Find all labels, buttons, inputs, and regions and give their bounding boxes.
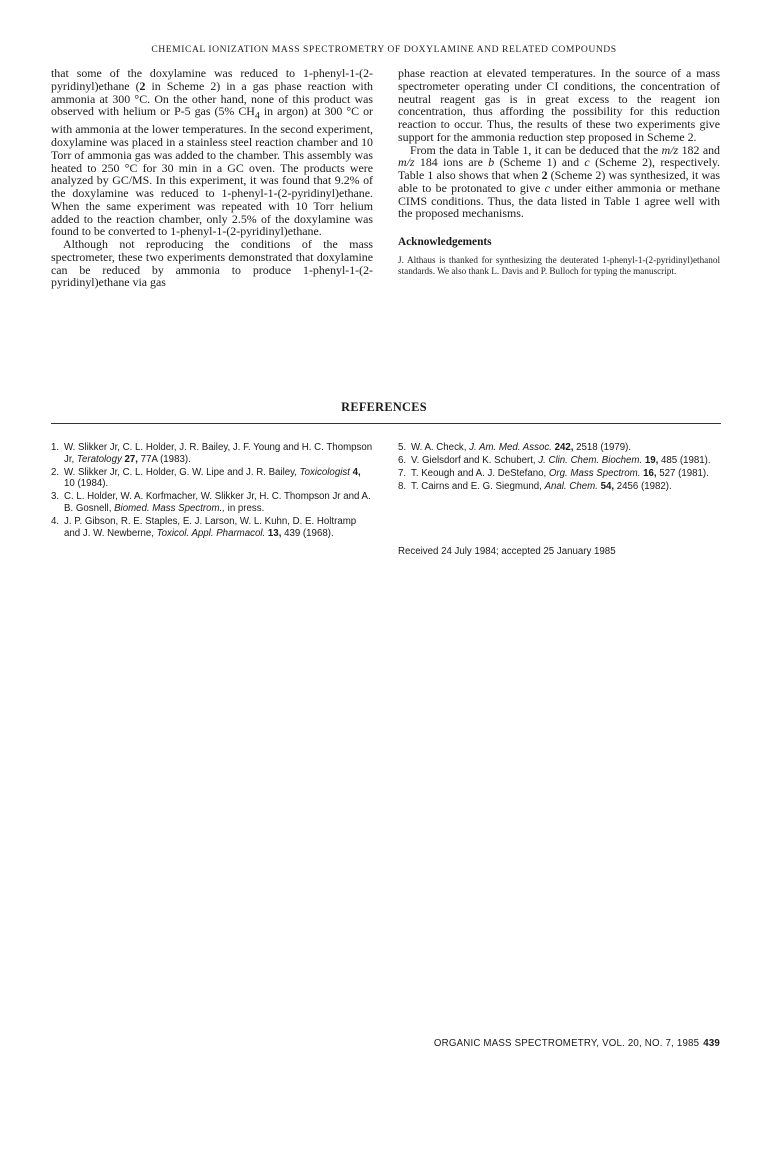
body-paragraph: From the data in Table 1, it can be deduced that the m/z 182 and m/z 184 ions are b (Scheme 1) and c (Scheme 2), respectively. Table 1 also shows that when 2 (Scheme 2) was synthesized, it was able to be protonated to give c under either ammonia or methane CIMS conditions. Thus, the data listed in Table 1 agree well with the proposed mechanisms.	[398, 142, 721, 221]
body-paragraph: Although not reproducing the conditions of the mass spectrometer, these two experiments demonstrated that doxylamine can be reduced by ammonia to produce 1-phenyl-1-(2-pyridinyl)ethane via gas	[51, 237, 373, 290]
acknowledgements-text: J. Althaus is thanked for synthesizing the deuterated 1-phenyl-1-(2-pyridinyl)ethanol standards. We also thank L. Davis and P. Bulloch for typing the manuscript.	[398, 254, 720, 276]
reference-item: 2. W. Slikker Jr, C. L. Holder, G. W. Lipe and J. R. Bailey, Toxicologist 4, 10 (1984).	[51, 466, 361, 490]
reference-item: 1. W. Slikker Jr, C. L. Holder, J. R. Bailey, J. F. Young and H. C. Thompson Jr, Teratology 27, 77A (1983).	[51, 442, 373, 465]
references-heading: REFERENCES	[341, 400, 427, 414]
journal-citation: ORGANIC MASS SPECTROMETRY, VOL. 20, NO. 7, 1985	[433, 1038, 700, 1049]
reference-list-right	[398, 442, 720, 494]
reference-item: 8. T. Cairns and E. G. Siegmund, Anal. Chem. 54, 2456 (1982).	[398, 481, 672, 493]
reference-item: 6. V. Gielsdorf and K. Schubert, J. Clin. Chem. Biochem. 19, 485 (1981).	[398, 455, 711, 467]
body-paragraph: that some of the doxylamine was reduced to 1-phenyl-1-(2-pyridinyl)ethane (2 in Scheme 2) in a gas phase reaction with ammonia at 300 °C. On the other hand, none of this product was observed with helium or P-5 gas (5% $CH_4$ in argon) at 300 °C or with ammonia at the lower temperatures. In the second experiment, doxylamine was placed in a stainless steel reaction chamber and 10 Torr of ammonia gas was added to the chamber. This assembly was heated to 250 °C for 30 min in a GC oven. The products were analyzed by GC/MS. In this experiment, it was found that 9.2% of the doxylamine was reduced to 1-phenyl-1-(2-pyridinyl)ethane. When the same experiment was repeated with 10 Torr helium added to the reaction chamber, only 2.5% of the doxylamine was found to be converted to 1-phenyl-1-(2-pyridinyl)ethane.	[51, 66, 373, 239]
reference-item: 7. T. Keough and A. J. DeStefano, Org. Mass Spectrom. 16, 527 (1981).	[398, 468, 709, 480]
reference-item: 4. J. P. Gibson, R. E. Staples, E. J. Larson, W. L. Kuhn, D. E. Holtramp and J. W. Newberne, Toxicol. Appl. Pharmacol. 13, 439 (1968).	[51, 516, 357, 539]
body-column-left	[51, 67, 373, 289]
body-paragraph: phase reaction at elevated temperatures. In the source of a mass spectrometer operating under CI conditions, the concentration of neutral reagent gas is in great excess to the reagent ion concentration, thus affording the possibility for this reduction reaction to occur. Thus, the results of these two experiments give support for the ammonia reduction step proposed in Scheme 2.	[398, 66, 720, 144]
reference-item: 3. C. L. Holder, W. A. Korfmacher, W. Slikker Jr, H. C. Thompson Jr and A. B. Gosnell, Biomed. Mass Spectrom., in press.	[51, 491, 371, 514]
page-footer	[434, 1038, 720, 1049]
received-date: Received 24 July 1984; accepted 25 January 1985	[398, 546, 616, 557]
page-number: 439	[703, 1038, 720, 1049]
reference-list-left	[51, 442, 373, 541]
reference-item: 5. W. A. Check, J. Am. Med. Assoc. 242, 2518 (1979).	[398, 442, 632, 453]
section-divider	[51, 423, 721, 424]
running-head: CHEMICAL IONIZATION MASS SPECTROMETRY OF DOXYLAMINE AND RELATED COMPOUNDS	[151, 44, 617, 55]
body-column-right	[398, 67, 720, 277]
acknowledgements-heading: Acknowledgements	[398, 236, 492, 248]
